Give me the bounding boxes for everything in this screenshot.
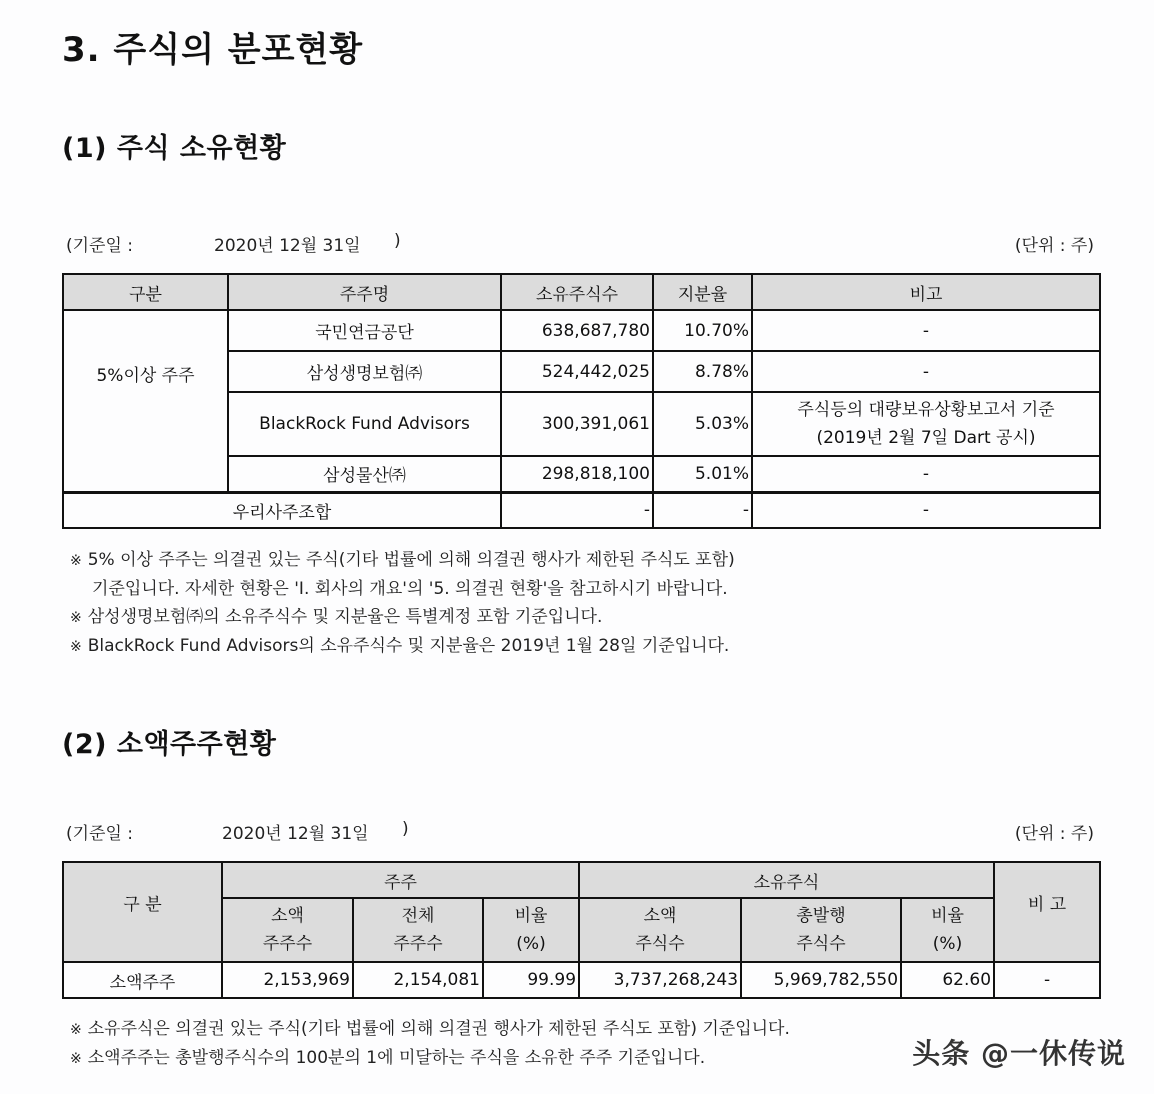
group-label-5pct: 5%이상 주주 bbox=[63, 310, 228, 492]
header-shareholder-name: 주주명 bbox=[228, 274, 501, 310]
section1-basis-date: 2020년 12월 31일 bbox=[214, 236, 361, 256]
minority-holders: 2,153,969 bbox=[222, 962, 353, 998]
remarks: - bbox=[752, 492, 1100, 528]
section2-notes bbox=[70, 1015, 790, 1073]
header-minority-shares: 소액 주식수 bbox=[579, 898, 741, 962]
section1-notes bbox=[70, 546, 735, 661]
ownership-ratio: - bbox=[653, 492, 752, 528]
header-shareholders: 주주 bbox=[222, 862, 579, 898]
shareholder-name: 삼성물산㈜ bbox=[228, 456, 501, 492]
section1-basis-close: ) bbox=[394, 231, 401, 251]
minority-shareholders-table bbox=[62, 861, 1101, 999]
shares-owned: 524,442,025 bbox=[501, 351, 653, 392]
ownership-ratio: 5.03% bbox=[653, 392, 752, 456]
section2-basis-date: 2020년 12월 31일 bbox=[222, 824, 369, 844]
reference-mark-icon: ※ bbox=[70, 1022, 82, 1038]
remarks: - bbox=[752, 351, 1100, 392]
reference-mark-icon: ※ bbox=[70, 553, 82, 569]
page-title: 3. 주식의 분포현황 bbox=[62, 30, 364, 70]
note-item: ※ 삼성생명보험㈜의 소유주식수 및 지분율은 특별계정 포함 기준입니다. bbox=[70, 607, 603, 627]
remarks-line2: (2019년 2월 7일 Dart 공시) bbox=[816, 428, 1036, 448]
remarks-line1: 주식등의 대량보유상황보고서 기준 bbox=[797, 400, 1055, 420]
total-shares: 5,969,782,550 bbox=[741, 962, 901, 998]
ownership-ratio: 8.78% bbox=[653, 351, 752, 392]
header-remarks: 비 고 bbox=[994, 862, 1100, 962]
section1-basis-label: (기준일 : bbox=[66, 236, 134, 256]
header-category: 구분 bbox=[63, 274, 228, 310]
note-item: ※ 소액주주는 총발행주식수의 100분의 1에 미달하는 주식을 소유한 주주 기준입니다. bbox=[70, 1048, 706, 1068]
header-total-holders: 전체 주주수 bbox=[353, 898, 483, 962]
table-row bbox=[63, 962, 1100, 998]
ownership-ratio: 10.70% bbox=[653, 310, 752, 351]
header-shares: 소유주식 bbox=[579, 862, 994, 898]
section2-basis-label: (기준일 : bbox=[66, 824, 134, 844]
remarks bbox=[752, 392, 1100, 456]
section1-unit: (단위 : 주) bbox=[1014, 236, 1094, 256]
ownership-ratio: 5.01% bbox=[653, 456, 752, 492]
minority-shares: 3,737,268,243 bbox=[579, 962, 741, 998]
section2-basis-close: ) bbox=[402, 819, 409, 839]
header-holder-ratio: 비율 (%) bbox=[483, 898, 579, 962]
reference-mark-icon: ※ bbox=[70, 1051, 82, 1067]
remarks: - bbox=[752, 456, 1100, 492]
shareholder-name: 삼성생명보험㈜ bbox=[228, 351, 501, 392]
note-item-continued: 기준입니다. 자세한 현황은 'I. 회사의 개요'의 '5. 의결권 현황'을 참고하시기 바랍니다. bbox=[92, 579, 728, 599]
total-holders: 2,154,081 bbox=[353, 962, 483, 998]
section2-heading: (2) 소액주주현황 bbox=[62, 729, 277, 760]
remarks: - bbox=[752, 310, 1100, 351]
header-category: 구 분 bbox=[63, 862, 222, 962]
header-remarks: 비고 bbox=[752, 274, 1100, 310]
esop-label: 우리사주조합 bbox=[63, 492, 501, 528]
remarks: - bbox=[994, 962, 1100, 998]
note-item: ※ 5% 이상 주주는 의결권 있는 주식(기타 법률에 의해 의결권 행사가 제한된 주식도 포함) bbox=[70, 550, 735, 570]
share-ratio: 62.60 bbox=[901, 962, 994, 998]
shares-owned: - bbox=[501, 492, 653, 528]
section2-unit: (단위 : 주) bbox=[1014, 824, 1094, 844]
section1-heading: (1) 주식 소유현황 bbox=[62, 133, 287, 164]
holder-ratio: 99.99 bbox=[483, 962, 579, 998]
shares-owned: 298,818,100 bbox=[501, 456, 653, 492]
ownership-table bbox=[62, 273, 1101, 529]
header-total-shares: 총발행 주식수 bbox=[741, 898, 901, 962]
note-item: ※ BlackRock Fund Advisors의 소유주식수 및 지분율은 2019년 1월 28일 기준입니다. bbox=[70, 636, 730, 656]
table-row-esop bbox=[63, 492, 1100, 528]
reference-mark-icon: ※ bbox=[70, 639, 82, 655]
table-row bbox=[63, 310, 1100, 351]
header-share-ratio: 비율 (%) bbox=[901, 898, 994, 962]
note-item: ※ 소유주식은 의결권 있는 주식(기타 법률에 의해 의결권 행사가 제한된 주식도 포함) 기준입니다. bbox=[70, 1019, 790, 1039]
shares-owned: 300,391,061 bbox=[501, 392, 653, 456]
header-shares-owned: 소유주식수 bbox=[501, 274, 653, 310]
shareholder-name: 국민연금공단 bbox=[228, 310, 501, 351]
header-minority-holders: 소액 주주수 bbox=[222, 898, 353, 962]
header-ownership-ratio: 지분율 bbox=[653, 274, 752, 310]
reference-mark-icon: ※ bbox=[70, 610, 82, 626]
shares-owned: 638,687,780 bbox=[501, 310, 653, 351]
shareholder-name: BlackRock Fund Advisors bbox=[228, 392, 501, 456]
row-label: 소액주주 bbox=[63, 962, 222, 998]
watermark: 头条 @一休传说 bbox=[912, 1037, 1126, 1070]
